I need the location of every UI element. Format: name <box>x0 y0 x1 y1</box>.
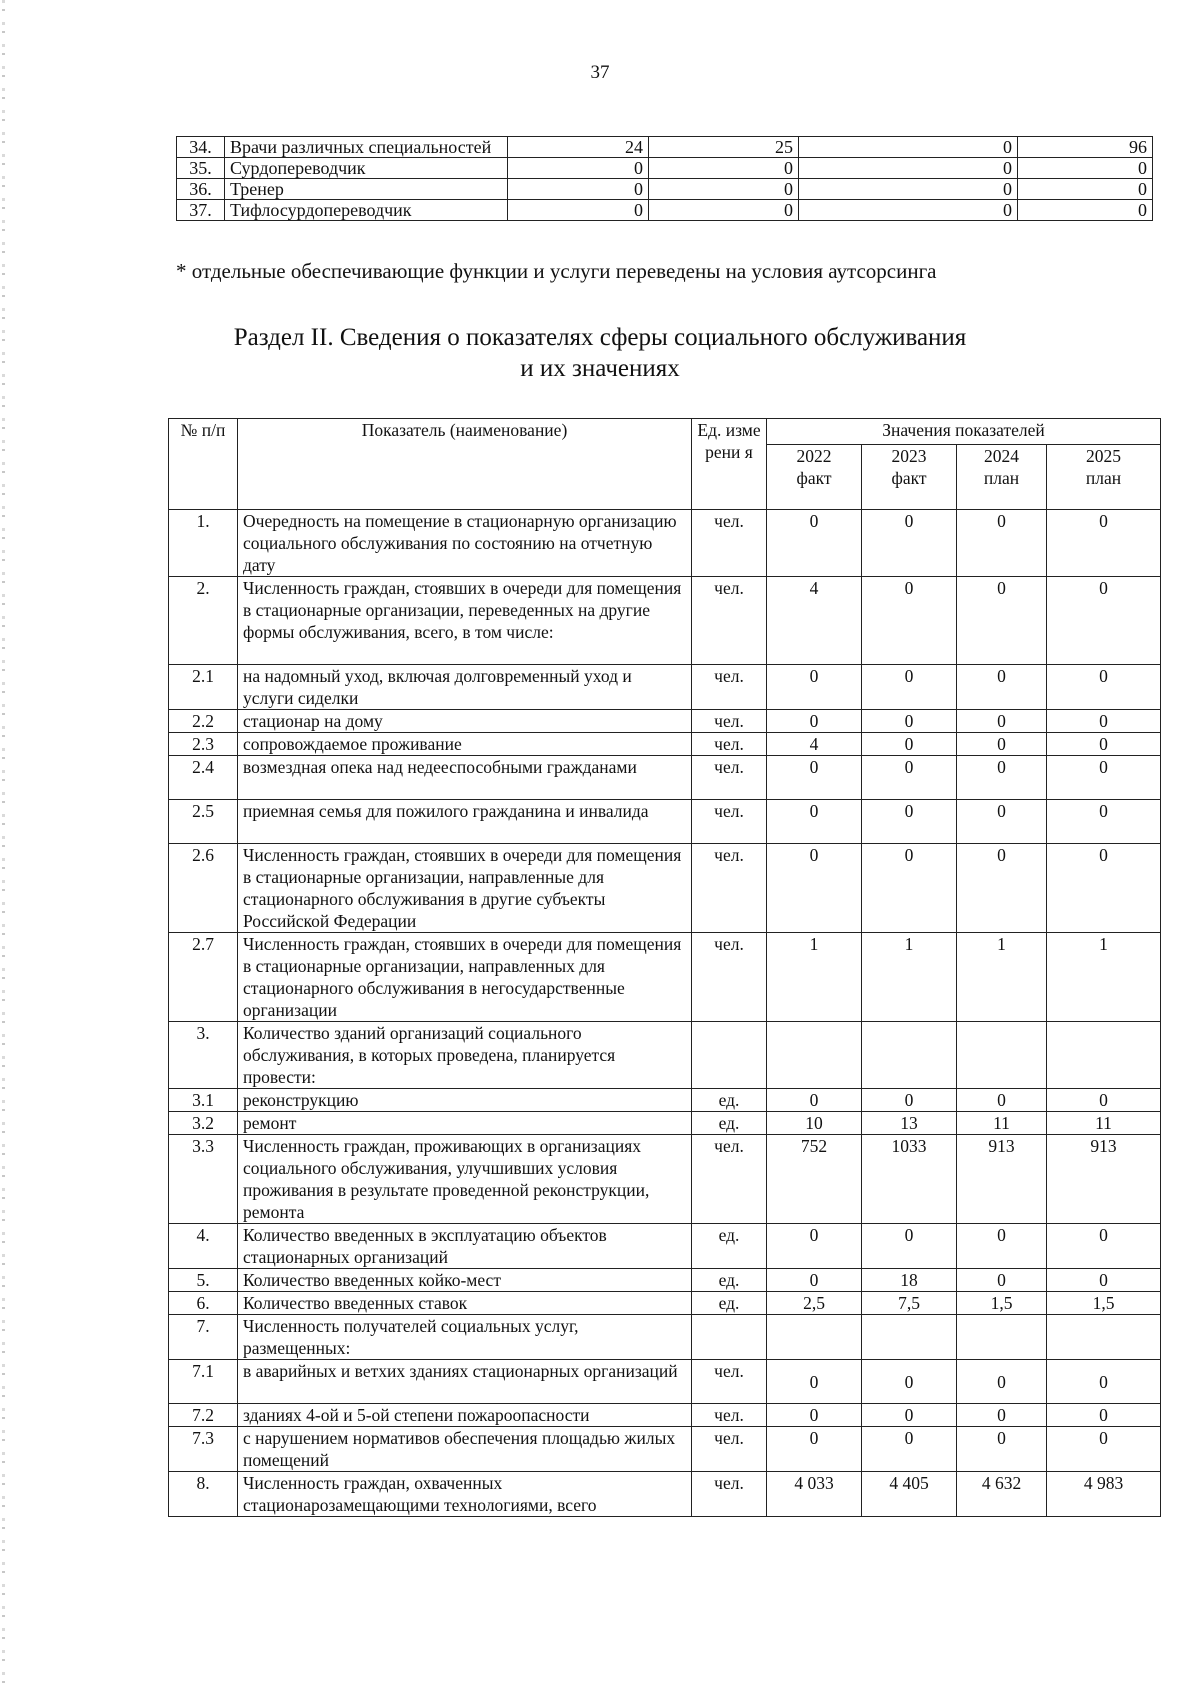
indicator-value-2025: 0 <box>1047 1360 1161 1404</box>
indicator-value-2024: 0 <box>957 1404 1047 1427</box>
indicator-unit <box>692 1315 767 1360</box>
indicator-row <box>169 1224 1161 1269</box>
indicator-unit: чел. <box>692 1404 767 1427</box>
staff-name: Тифлосурдопереводчик <box>225 200 508 221</box>
indicator-num: 7.2 <box>169 1404 238 1427</box>
indicator-value-2024: 0 <box>957 733 1047 756</box>
indicator-value-2025: 11 <box>1047 1112 1161 1135</box>
indicator-unit: ед. <box>692 1224 767 1269</box>
indicator-value-2023: 0 <box>862 1427 957 1472</box>
staff-num: 35. <box>177 158 225 179</box>
header-unit-label: Ед. изме рени я <box>697 420 761 462</box>
indicator-row <box>169 733 1161 756</box>
indicator-value-2022: 0 <box>767 1089 862 1112</box>
indicator-name: Численность граждан, стоявших в очереди для помещения в стационарные организации, направленных для стационарного обслуживания в негосударственные организации <box>238 933 692 1022</box>
indicator-value-2022: 0 <box>767 710 862 733</box>
header-year-2023 <box>862 445 957 510</box>
indicator-name: Очередность на помещение в стационарную организацию социального обслуживания по состоянию на отчетную дату <box>238 510 692 577</box>
indicator-value-2025 <box>1047 1022 1161 1089</box>
indicator-row <box>169 577 1161 665</box>
indicator-value-2022: 10 <box>767 1112 862 1135</box>
staff-value: 0 <box>1018 179 1153 200</box>
staff-row <box>177 200 1153 221</box>
indicator-row <box>169 1472 1161 1517</box>
section-title-line2: и их значениях <box>520 355 680 382</box>
staff-value: 0 <box>649 200 799 221</box>
indicator-num: 1. <box>169 510 238 577</box>
indicator-unit: чел. <box>692 665 767 710</box>
indicator-row <box>169 1404 1161 1427</box>
staff-name: Врачи различных специальностей <box>225 137 508 158</box>
indicator-unit: чел. <box>692 933 767 1022</box>
staff-row <box>177 158 1153 179</box>
indicator-num: 5. <box>169 1269 238 1292</box>
indicator-value-2022: 0 <box>767 1427 862 1472</box>
staff-row <box>177 137 1153 158</box>
indicator-num: 3.1 <box>169 1089 238 1112</box>
indicator-num: 7.3 <box>169 1427 238 1472</box>
indicator-unit: чел. <box>692 1427 767 1472</box>
staff-num: 36. <box>177 179 225 200</box>
indicator-value-2024: 0 <box>957 1089 1047 1112</box>
indicator-value-2025 <box>1047 1315 1161 1360</box>
indicator-num: 2.3 <box>169 733 238 756</box>
indicator-value-2022: 4 <box>767 733 862 756</box>
indicator-name: Количество зданий организаций социального обслуживания, в которых проведена, планируется провести: <box>238 1022 692 1089</box>
indicator-value-2023 <box>862 1315 957 1360</box>
staff-value: 0 <box>649 179 799 200</box>
staff-value: 25 <box>649 137 799 158</box>
indicator-value-2022: 0 <box>767 844 862 933</box>
indicator-value-2025: 913 <box>1047 1135 1161 1224</box>
indicator-num: 2.2 <box>169 710 238 733</box>
indicator-value-2024: 0 <box>957 1224 1047 1269</box>
indicator-name: Количество введенных в эксплуатацию объектов стационарных организаций <box>238 1224 692 1269</box>
indicator-num: 8. <box>169 1472 238 1517</box>
indicator-value-2025: 0 <box>1047 1404 1161 1427</box>
indicator-value-2023: 0 <box>862 844 957 933</box>
indicator-unit: чел. <box>692 510 767 577</box>
indicator-value-2024: 0 <box>957 665 1047 710</box>
staff-value: 0 <box>1018 158 1153 179</box>
header-unit <box>692 419 767 510</box>
indicator-unit: чел. <box>692 1360 767 1404</box>
staff-name: Сурдопереводчик <box>225 158 508 179</box>
indicator-num: 7.1 <box>169 1360 238 1404</box>
indicator-value-2025: 0 <box>1047 710 1161 733</box>
staff-value: 0 <box>799 158 1018 179</box>
indicator-value-2024: 0 <box>957 710 1047 733</box>
indicator-row <box>169 1292 1161 1315</box>
indicator-name: зданиях 4-ой и 5-ой степени пожароопасности <box>238 1404 692 1427</box>
header-values <box>767 419 1161 445</box>
indicator-row <box>169 710 1161 733</box>
staff-row <box>177 179 1153 200</box>
indicator-unit: ед. <box>692 1089 767 1112</box>
indicator-num: 2.1 <box>169 665 238 710</box>
indicator-row <box>169 1022 1161 1089</box>
indicator-unit: чел. <box>692 577 767 665</box>
indicator-value-2025: 1 <box>1047 933 1161 1022</box>
indicator-name: Количество введенных ставок <box>238 1292 692 1315</box>
year-kind: план <box>983 468 1020 488</box>
section-title <box>0 322 1200 384</box>
indicator-row <box>169 844 1161 933</box>
indicator-value-2025: 1,5 <box>1047 1292 1161 1315</box>
indicator-value-2023: 0 <box>862 1089 957 1112</box>
indicator-unit: чел. <box>692 756 767 800</box>
indicator-num: 3. <box>169 1022 238 1089</box>
indicator-value-2022: 1 <box>767 933 862 1022</box>
indicator-unit: чел. <box>692 1135 767 1224</box>
staff-value: 0 <box>799 179 1018 200</box>
year-label: 2024 <box>984 446 1019 466</box>
year-kind: факт <box>796 468 832 488</box>
indicator-num: 2. <box>169 577 238 665</box>
indicator-value-2025: 4 983 <box>1047 1472 1161 1517</box>
indicator-unit: чел. <box>692 844 767 933</box>
indicator-value-2025: 0 <box>1047 756 1161 800</box>
header-year-2024 <box>957 445 1047 510</box>
indicator-name: в аварийных и ветхих зданиях стационарных организаций <box>238 1360 692 1404</box>
indicator-num: 3.2 <box>169 1112 238 1135</box>
staff-value: 0 <box>649 158 799 179</box>
indicator-value-2024: 1 <box>957 933 1047 1022</box>
indicator-value-2022: 0 <box>767 1404 862 1427</box>
header-num-label: № п/п <box>180 420 226 440</box>
indicator-name: реконструкцию <box>238 1089 692 1112</box>
staff-value: 24 <box>508 137 649 158</box>
indicator-row <box>169 800 1161 844</box>
indicator-value-2022: 0 <box>767 1360 862 1404</box>
year-label: 2022 <box>796 446 832 466</box>
indicator-value-2023: 1033 <box>862 1135 957 1224</box>
indicator-unit: ед. <box>692 1269 767 1292</box>
indicator-row <box>169 756 1161 800</box>
indicator-value-2022 <box>767 1315 862 1360</box>
indicator-value-2022: 0 <box>767 1269 862 1292</box>
indicator-value-2022: 752 <box>767 1135 862 1224</box>
indicator-value-2024: 0 <box>957 510 1047 577</box>
indicator-value-2025: 0 <box>1047 665 1161 710</box>
indicator-value-2024: 0 <box>957 577 1047 665</box>
indicator-num: 4. <box>169 1224 238 1269</box>
header-values-label: Значения показателей <box>882 420 1045 440</box>
indicator-value-2024: 0 <box>957 1360 1047 1404</box>
indicator-unit: чел. <box>692 800 767 844</box>
indicator-name: возмездная опека над недееспособными гражданами <box>238 756 692 800</box>
staff-value: 0 <box>799 200 1018 221</box>
indicator-unit: чел. <box>692 710 767 733</box>
indicator-value-2023: 7,5 <box>862 1292 957 1315</box>
indicator-value-2022: 0 <box>767 800 862 844</box>
header-num <box>169 419 238 510</box>
indicator-value-2023: 0 <box>862 756 957 800</box>
indicator-unit: ед. <box>692 1292 767 1315</box>
indicator-value-2024 <box>957 1315 1047 1360</box>
year-label: 2025 <box>1086 446 1121 466</box>
indicator-num: 2.4 <box>169 756 238 800</box>
page-number: 37 <box>590 62 610 83</box>
indicator-name: Численность граждан, стоявших в очереди для помещения в стационарные организации, направленные для стационарного обслуживания в другие субъекты Российской Федерации <box>238 844 692 933</box>
indicator-name: Численность получателей социальных услуг, размещенных: <box>238 1315 692 1360</box>
indicator-unit <box>692 1022 767 1089</box>
indicator-value-2022: 0 <box>767 756 862 800</box>
indicator-row <box>169 1135 1161 1224</box>
indicator-value-2022: 0 <box>767 1224 862 1269</box>
indicator-value-2024: 0 <box>957 756 1047 800</box>
indicator-name: на надомный уход, включая долговременный уход и услуги сиделки <box>238 665 692 710</box>
indicator-unit: ед. <box>692 1112 767 1135</box>
indicator-value-2023: 0 <box>862 510 957 577</box>
indicator-name: сопровождаемое проживание <box>238 733 692 756</box>
indicator-num: 2.7 <box>169 933 238 1022</box>
indicator-value-2025: 0 <box>1047 1224 1161 1269</box>
indicator-value-2024: 4 632 <box>957 1472 1047 1517</box>
indicator-value-2023: 0 <box>862 665 957 710</box>
indicator-value-2025: 0 <box>1047 510 1161 577</box>
year-kind: план <box>1085 468 1122 488</box>
header-name <box>238 419 692 510</box>
staff-value: 0 <box>1018 200 1153 221</box>
indicator-row <box>169 1112 1161 1135</box>
year-kind: факт <box>891 468 927 488</box>
staff-value: 0 <box>508 158 649 179</box>
indicator-value-2023: 0 <box>862 1360 957 1404</box>
indicator-value-2023: 18 <box>862 1269 957 1292</box>
indicator-name: с нарушением нормативов обеспечения площадью жилых помещений <box>238 1427 692 1472</box>
indicator-value-2025: 0 <box>1047 733 1161 756</box>
staff-value: 0 <box>799 137 1018 158</box>
indicator-unit: чел. <box>692 1472 767 1517</box>
indicator-value-2023: 1 <box>862 933 957 1022</box>
indicator-num: 3.3 <box>169 1135 238 1224</box>
indicator-value-2024: 913 <box>957 1135 1047 1224</box>
indicator-value-2022: 0 <box>767 665 862 710</box>
year-label: 2023 <box>891 446 927 466</box>
indicator-value-2025: 0 <box>1047 844 1161 933</box>
indicator-name: Численность граждан, стоявших в очереди для помещения в стационарные организации, переведенных на другие формы обслуживания, всего, в том числе: <box>238 577 692 665</box>
indicator-value-2023: 0 <box>862 710 957 733</box>
indicator-value-2024: 0 <box>957 1427 1047 1472</box>
staff-value: 0 <box>508 179 649 200</box>
staff-num: 37. <box>177 200 225 221</box>
indicator-value-2023: 0 <box>862 733 957 756</box>
indicator-value-2023: 4 405 <box>862 1472 957 1517</box>
indicator-value-2024: 0 <box>957 844 1047 933</box>
indicator-num: 7. <box>169 1315 238 1360</box>
indicator-num: 6. <box>169 1292 238 1315</box>
indicator-row <box>169 933 1161 1022</box>
staff-num: 34. <box>177 137 225 158</box>
indicator-row <box>169 1427 1161 1472</box>
indicator-row <box>169 1315 1161 1360</box>
indicator-name: Количество введенных койко-мест <box>238 1269 692 1292</box>
indicator-value-2023: 0 <box>862 800 957 844</box>
indicator-value-2024 <box>957 1022 1047 1089</box>
staff-value: 96 <box>1018 137 1153 158</box>
indicator-value-2022: 4 033 <box>767 1472 862 1517</box>
indicator-value-2022: 2,5 <box>767 1292 862 1315</box>
indicator-value-2023: 0 <box>862 577 957 665</box>
indicator-unit: чел. <box>692 733 767 756</box>
indicator-value-2025: 0 <box>1047 1089 1161 1112</box>
indicator-value-2022: 0 <box>767 510 862 577</box>
indicator-name: Численность граждан, проживающих в организациях социального обслуживания, улучшивших условия проживания в результате проведенной реконструкции, ремонта <box>238 1135 692 1224</box>
indicator-value-2024: 0 <box>957 800 1047 844</box>
footnote: * отдельные обеспечивающие функции и услуги переведены на условия аутсорсинга <box>176 259 937 283</box>
indicator-value-2023: 0 <box>862 1404 957 1427</box>
indicator-row <box>169 510 1161 577</box>
indicator-value-2024: 1,5 <box>957 1292 1047 1315</box>
indicator-name: приемная семья для пожилого гражданина и инвалида <box>238 800 692 844</box>
indicator-num: 2.6 <box>169 844 238 933</box>
indicator-value-2024: 11 <box>957 1112 1047 1135</box>
indicator-value-2023: 13 <box>862 1112 957 1135</box>
indicator-value-2024: 0 <box>957 1269 1047 1292</box>
indicator-row <box>169 1269 1161 1292</box>
indicator-value-2025: 0 <box>1047 800 1161 844</box>
indicator-value-2025: 0 <box>1047 1269 1161 1292</box>
indicator-value-2022 <box>767 1022 862 1089</box>
indicator-value-2023 <box>862 1022 957 1089</box>
indicator-value-2025: 0 <box>1047 577 1161 665</box>
indicator-name: ремонт <box>238 1112 692 1135</box>
indicator-value-2023: 0 <box>862 1224 957 1269</box>
scan-edge-artifact <box>2 0 5 1686</box>
indicator-value-2022: 4 <box>767 577 862 665</box>
indicator-row <box>169 665 1161 710</box>
indicator-row <box>169 1089 1161 1112</box>
staff-value: 0 <box>508 200 649 221</box>
staff-name: Тренер <box>225 179 508 200</box>
indicator-name: стационар на дому <box>238 710 692 733</box>
header-year-2022 <box>767 445 862 510</box>
header-name-label: Показатель (наименование) <box>361 420 568 440</box>
indicator-value-2025: 0 <box>1047 1427 1161 1472</box>
indicator-name: Численность граждан, охваченных стационарозамещающими технологиями, всего <box>238 1472 692 1517</box>
header-year-2025 <box>1047 445 1161 510</box>
indicator-row <box>169 1360 1161 1404</box>
staff-table <box>176 136 1153 221</box>
section-title-line1: Раздел II. Сведения о показателях сферы социального обслуживания <box>233 324 967 351</box>
indicators-table <box>168 418 1161 1517</box>
indicator-num: 2.5 <box>169 800 238 844</box>
